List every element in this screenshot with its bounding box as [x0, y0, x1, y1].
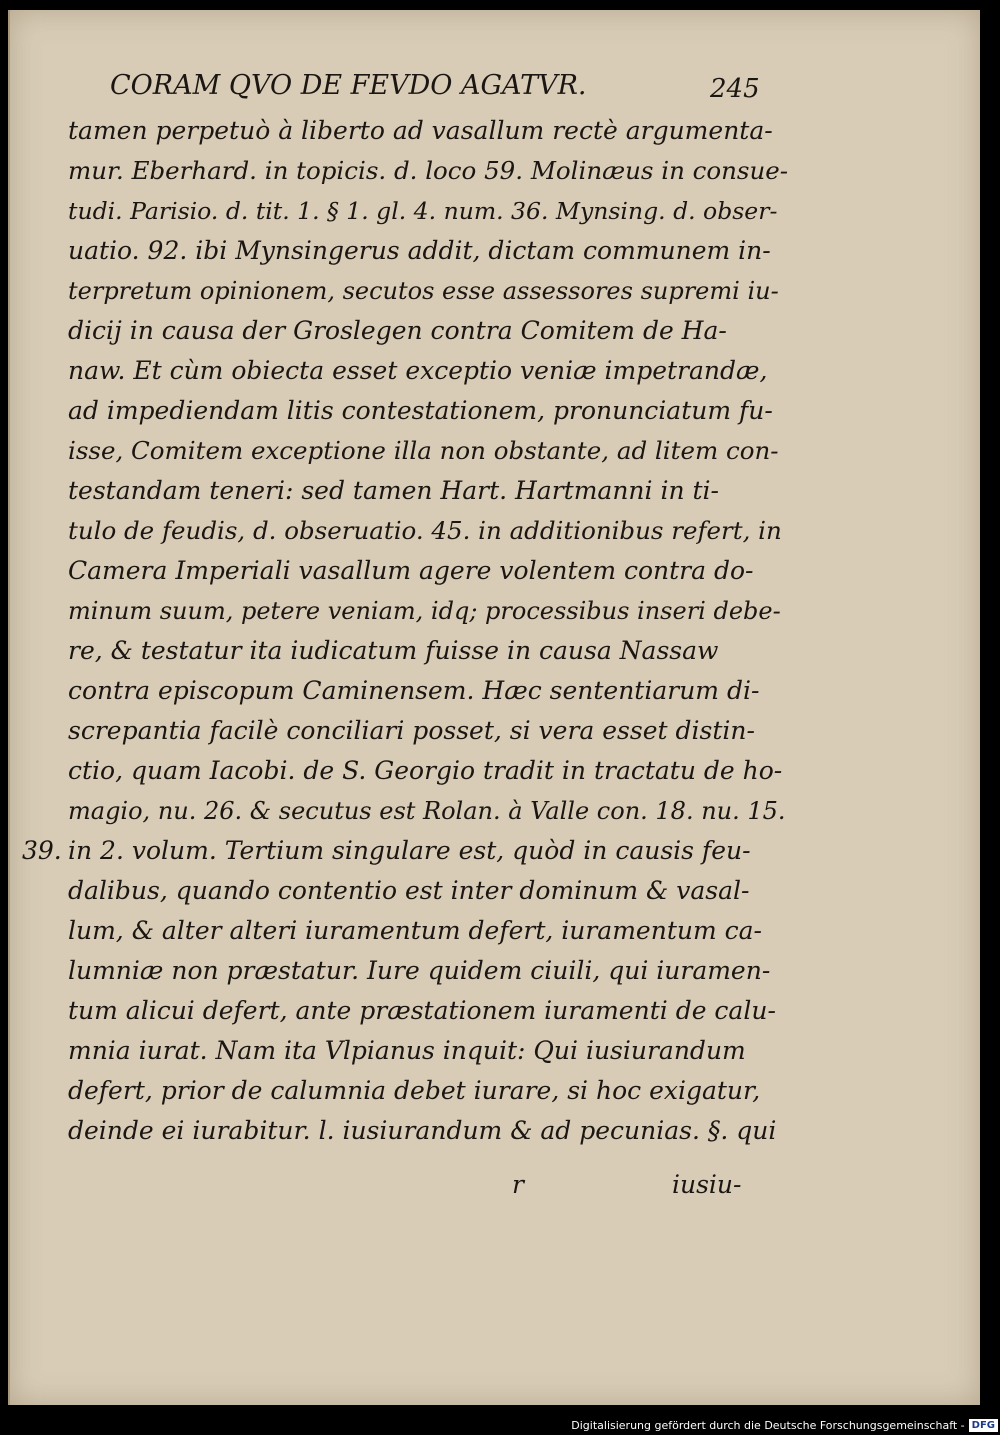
text-line: lum, & alter alteri iuramentum defert, iuramentum ca- — [68, 916, 762, 945]
text-line: testandam teneri: sed tamen Hart. Hartmanni in ti- — [68, 476, 720, 505]
text-line: terpretum opinionem, secutos esse assessores supremi iu- — [68, 277, 779, 305]
text-line: lumniæ non præstatur. Iure quidem ciuili, qui iuramen- — [68, 956, 771, 985]
text-line: dicij in causa der Groslegen contra Comitem de Ha- — [68, 316, 727, 345]
text-line: deinde ei iurabitur. l. iusiurandum & ad pecunias. §. qui — [68, 1116, 777, 1145]
text-line: dalibus, quando contentio est inter dominum & vasal- — [68, 876, 750, 905]
text-line: ad impediendam litis contestationem, pronunciatum fu- — [68, 396, 773, 425]
text-line: ctio, quam Iacobi. de S. Georgio tradit in tractatu de ho- — [68, 756, 783, 785]
text-line: in 2. volum. Tertium singulare est, quòd in causis feu- — [68, 836, 751, 865]
credit-text: Digitalisierung gefördert durch die Deutsche Forschungsgemeinschaft - — [571, 1418, 965, 1432]
running-title: CORAM QVO DE FEVDO AGATVR. — [110, 70, 587, 101]
page-number: 245 — [710, 74, 760, 104]
marginal-number: 39. — [22, 836, 62, 865]
page-text — [10, 10, 980, 1405]
text-line: screpantia facilè conciliari posset, si vera esset distin- — [68, 716, 755, 745]
text-line: minum suum, petere veniam, idq; processibus inseri debe- — [68, 597, 781, 625]
text-line: Camera Imperiali vasallum agere volentem contra do- — [68, 556, 754, 585]
text-line: mur. Eberhard. in topicis. d. loco 59. Molinæus in consue- — [68, 156, 789, 185]
text-line: isse, Comitem exceptione illa non obstante, ad litem con- — [68, 436, 779, 465]
digitization-credit — [571, 1417, 998, 1433]
text-line: re, & testatur ita iudicatum fuisse in causa Nassaw — [68, 636, 719, 665]
dfg-logo: DFG — [969, 1419, 998, 1432]
text-line: naw. Et cùm obiecta esset exceptio veniæ impetrandæ, — [68, 356, 768, 385]
text-line: uatio. 92. ibi Mynsingerus addit, dictam communem in- — [68, 236, 771, 265]
signature-mark: r — [512, 1170, 524, 1199]
text-line: mnia iurat. Nam ita Vlpianus inquit: Qui iusiurandum — [68, 1036, 746, 1065]
text-line: tamen perpetuò à liberto ad vasallum rectè argumenta- — [68, 116, 773, 145]
text-line: contra episcopum Caminensem. Hæc sententiarum di- — [68, 676, 760, 705]
text-line: tulo de feudis, d. obseruatio. 45. in additionibus refert, in — [68, 516, 782, 545]
text-line: tudi. Parisio. d. tit. 1. § 1. gl. 4. num. 36. Mynsing. d. obser- — [68, 197, 778, 225]
text-line: magio, nu. 26. & secutus est Rolan. à Valle con. 18. nu. 15. — [68, 797, 786, 825]
text-line: defert, prior de calumnia debet iurare, si hoc exigatur, — [68, 1076, 761, 1105]
text-line: tum alicui defert, ante præstationem iuramenti de calu- — [68, 996, 776, 1025]
book-page — [8, 10, 980, 1405]
catchword: iusiu- — [672, 1170, 742, 1199]
